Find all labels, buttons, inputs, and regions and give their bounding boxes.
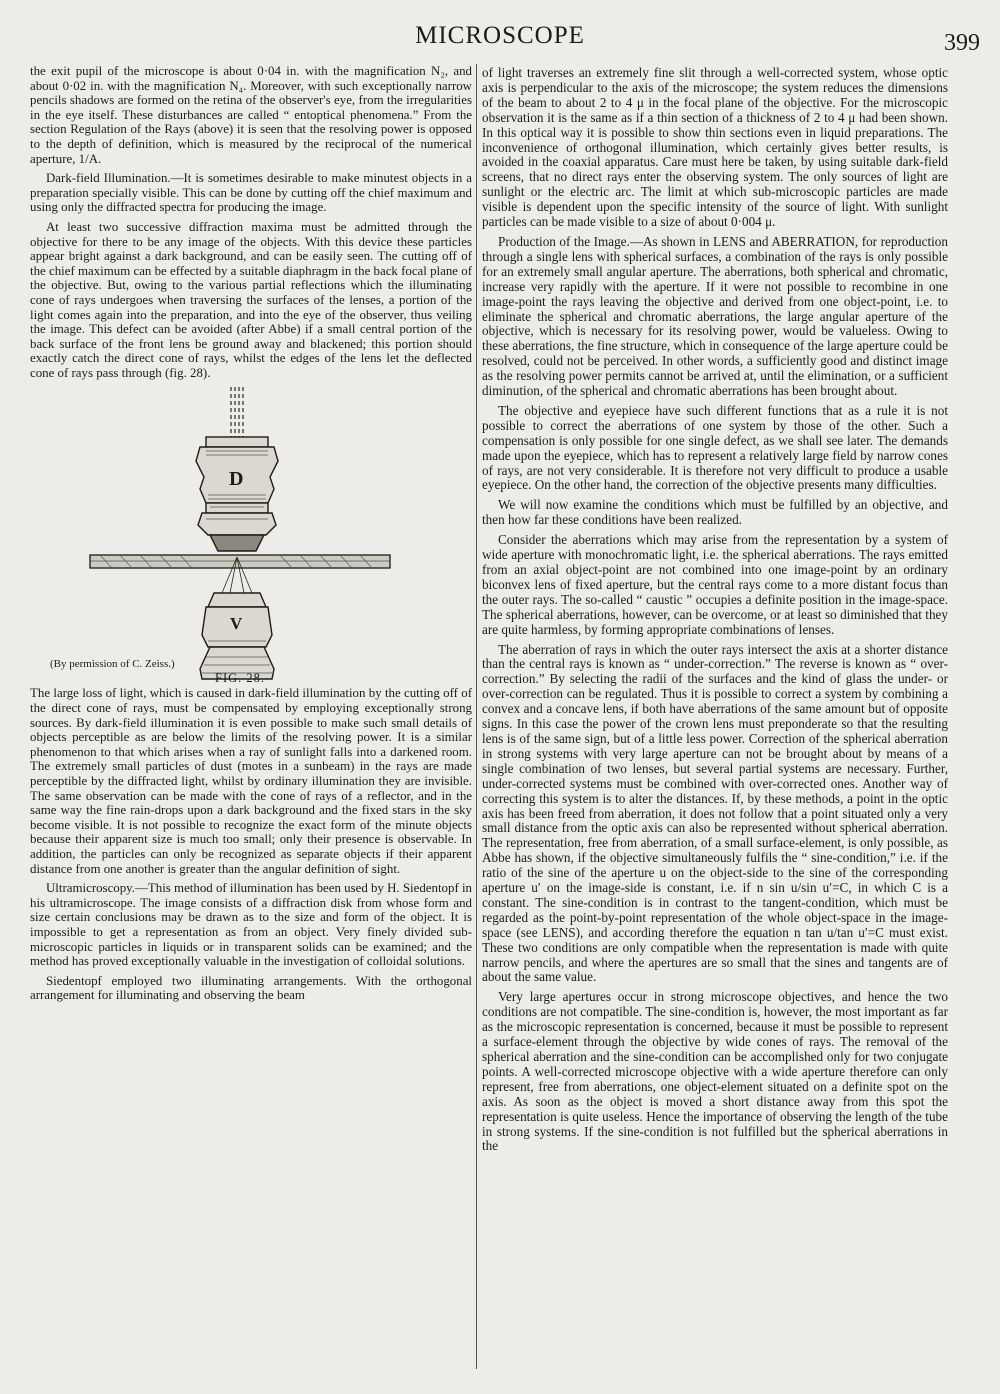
- figure-caption: FIG. 28.: [215, 671, 266, 686]
- paragraph: Production of the Image.—As shown in LENS and ABERRATION, for reproduction through a single lens with spherical surfaces, a combination of the rays is only possible for an extremely small angular aperture. The aberrations, both spherical and chromatic, increase very rapidly with the aperture. If it were not possible to recombine in one image-point the rays leaving the objective and derived from one object-point, i.e. to eliminate the spherical and chromatic aberrations, the large angular aperture of the objective, which is necessary for its resolving power, would be valueless. Owing to these aberrations, the fine structure, which in consequence of the large aperture could be resolved, could not be perceived. In other words, a sufficiently good and distinct image as the resolving power permits cannot be arrived at, until the elimination, or a sufficient diminution, of the spherical and chromatic aberrations has been brought about.: [482, 233, 948, 399]
- paragraph: Very large apertures occur in strong microscope objectives, and hence the two conditions are not compatible. The sine-condition is, however, the most important as far as the microscopic representation is concerned, because it must be possible to represent a surface-element through the objective by wide cones of rays. The removal of the spherical aberration and the sine-condition can be accomplished only for two conjugate points. A well-corrected microscope objective with a wide aperture therefore can only represent, free from aberrations, one object-element situated on a definite spot on the axis. As soon as the object is moved a short distance away from this spot the representation is quite useless. Hence the importance of observing the length of the tube in strong systems. If the sine-condition is not fulfilled but the spherical aberrations in the: [482, 989, 948, 1154]
- figure-label-upper: D: [229, 468, 244, 491]
- microscope-objective-diagram: [30, 385, 472, 680]
- paragraph: The objective and eyepiece have such different functions that as a rule it is not possible to correct the aberrations of one system by those of the other. Such a compensation is only possible for one single defect, as we shall see later. The demands made upon the eyepiece, which has to represent a relatively large field by narrow cones of rays, are not very considerable. It is therefore not very difficult to produce a usable eyepiece. On the other hand, the correction of the objective presents many difficulties.: [482, 402, 948, 493]
- column-divider: [476, 64, 477, 1369]
- paragraph: Dark-field Illumination.—It is sometimes desirable to make minutest objects in a preparation specially visible. This can be done by cutting off the chief maximum and using only the diffracted spectra for producing the image.: [30, 171, 472, 215]
- left-column: [30, 64, 472, 1008]
- paragraph: Siedentopf employed two illuminating arrangements. With the orthogonal arrangement for illuminating and observing the beam: [30, 973, 472, 1003]
- paragraph: Ultramicroscopy.—This method of illumination has been used by H. Siedentopf in his ultramicroscope. The image consists of a diffraction disk from whose form and size certain conclusions may be drawn as to the size and form of the object. It is impossible to get a representation as from an object. Very finely divided sub-microscopic particles in liquids or in transparent solids can be examined; and the method has proved exceptionally valuable in the investigation of colloidal solutions.: [30, 881, 472, 969]
- paragraph: The large loss of light, which is caused in dark-field illumination by the cutting off of the direct cone of rays, must be compensated by employing exceptionally strong sources. By dark-field illumination it is even possible to make such small details of objects perceptible as are below the limits of the resolving power. It is a similar phenomenon to that which arises when a ray of sunlight falls into a darkened room. The extremely small particles of dust (motes in a sunbeam) in the rays are made perceptible by the diffracted light, whilst by ordinary illumination they are invisible. The same observation can be made with the cone of rays of a reflector, and in the same way the fine rain-drops upon a dark background and the fixed stars in the sky become visible. It is not possible to recognize the exact form of the minute objects because their apparent size is much too small; only their presence is observable. In addition, the particles can only be recognized as separate objects if their apparent distance from one another is greater than the angular definition of sight.: [30, 686, 472, 876]
- right-column: [482, 66, 948, 1159]
- paragraph: of light traverses an extremely fine slit through a well-corrected system, whose optic axis is perpendicular to the axis of the microscope; the system reduces the dimensions of the beam to about 2 to 4 μ in the focal plane of the objective. For the microscopic observation it is the same as if a thin section of a thickness of 2 to 4 μ had been shown. In this optical way it is possible to show thin sections even in liquid preparations. The inconvenience of orthogonal illumination, which certainly gives better results, is avoided in the coaxial apparatus. Care must here be taken, by using suitable dark-field screens, that no direct rays enter the observing system. The only sources of light are sunlight or the electric arc. The limit at which sub-microscopic particles are made visible is dependent upon the specific intensity of the source of light. With sunlight particles can be made visible to a size of about 0·004 μ.: [482, 65, 948, 230]
- running-title: MICROSCOPE: [415, 22, 585, 49]
- paragraph: We will now examine the conditions which must be fulfilled by an objective, and then how far these conditions have been realized.: [482, 497, 948, 528]
- figure-label-lower: V: [230, 614, 243, 634]
- paragraph: the exit pupil of the microscope is about 0·04 in. with the magnification N₂, and about 0·02 in. with the magnification N₄. Moreover, with such exceptionally narrow pencils shadows are formed on the retina of the observer's eye, from the irregularities in the eye itself. These disturbances are called “ entoptical phenomena.” From the section Regulation of the Rays (above) it is seen that the resolving power is opposed to the depth of definition, which is measured by the reciprocal of the numerical aperture, 1/A.: [30, 64, 472, 166]
- page-number: 399: [944, 30, 980, 56]
- paragraph: Consider the aberrations which may arise from the representation by a system of wide aperture with monochromatic light, i.e. the spherical aberrations. The rays emitted from an axial object-point are not combined into one image-point by an ordinary biconvex lens of fixed aperture, but the central rays come to a more distant focus than the outer rays. The so-called “ caustic ” occupies a definite position in the image-space. The spherical aberrations, however, can be overcome, or at least so diminished that they are quite harmless, by forming appropriate combinations of lenses.: [482, 532, 948, 637]
- figure-28: [30, 385, 472, 686]
- figure-credit: (By permission of C. Zeiss.): [50, 658, 175, 671]
- paragraph: At least two successive diffraction maxima must be admitted through the objective for there to be any image of the objects. With this device these particles appear bright against a dark background, and can be easily seen. The cutting off of the chief maximum can be effected by a suitable diaphragm in the back focal plane of the objective. But, owing to the various partial reflections which the illuminating cone of rays undergoes when traversing the surfaces of the lenses, a portion of the light comes again into the preparation, and into the eye of the observer, thus veiling the image. This defect can be avoided (after Abbe) if a small central portion of the back surface of the front lens be ground away and blackened; this portion should exactly catch the direct cone of rays, whilst the edges of the lens let the deflected cone of rays pass through (fig. 28).: [30, 219, 472, 380]
- paragraph: The aberration of rays in which the outer rays intersect the axis at a shorter distance than the central rays is known as “ under-correction.” The reverse is known as “ over-correction.” By selecting the radii of the surfaces and the kind of glass the under- or over-correction can be regulated. Thus it is possible to correct a system by combining a convex and a concave lens, if both have aberrations of the same amount but of opposite signs. In this case the power of the crown lens must preponderate so that the resulting lens is of the same sign, but of a little less power. Correction of the spherical aberration in strong systems with very large aperture can not be brought about by means of a single combination of two lenses, but several partial systems are necessary. Further, under-corrected systems must be combined with over-corrected ones. Another way of correcting this system is to alter the distances. If, by these methods, a point in the optic axis has been freed from aberration, it does not follow that a point situated only a very small distance from the optic axis can also be represented without spherical aberration. The representation, free from aberration, of a small surface-element, is only possible, as Abbe has shown, if the objective simultaneously fulfils the “ sine-condition,” i.e. if the ratio of the sine of the aperture u on the object-side to the sine of the corresponding aperture u′ on the image-side is constant, i.e. if n sin u/sin u′=C, in which C is a constant. The sine-condition is in contrast to the tangent-condition, which must be regarded as the point-by-point representation of the whole object-space in the image-space (see LENS), and according therefore the equation n tan u/tan u′=C must exist. These two conditions are only compatible when the representation is made with quite narrow pencils, and where the apertures are so small that the sines and tangents are of about the same value.: [482, 641, 948, 985]
